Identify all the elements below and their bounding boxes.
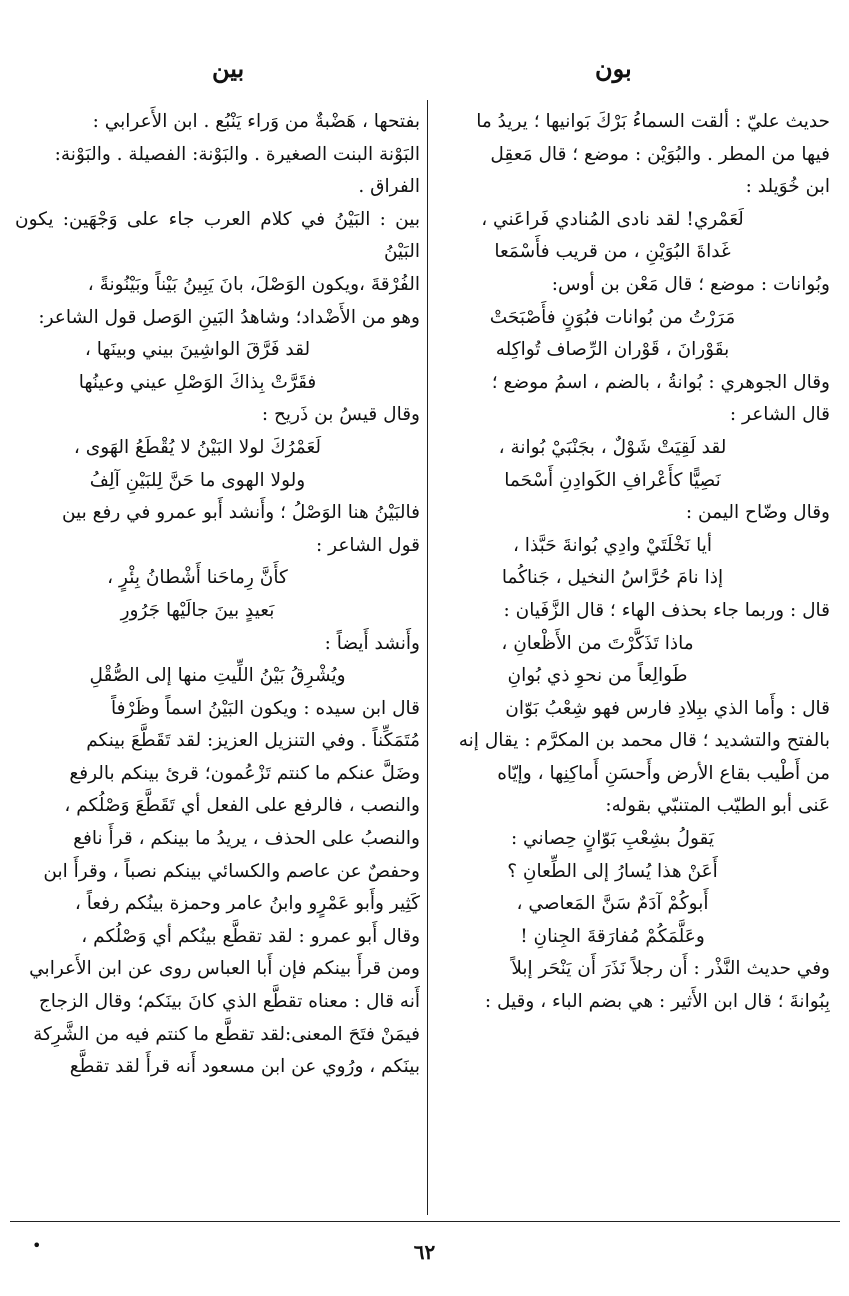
text-line: وهو من الأَضْداد؛ وشاهدُ البَينِ الوَصل قول الشاعر: [38,306,420,328]
text-line: ومن قرأَ بينكم فإن أَبا العباس روى عن ابن الأَعرابي [29,958,420,980]
verse-line: لَعَمْري! لقد نادى المُنادي فَراعَني ، [481,208,744,230]
text-line: فيمَنْ فتَحَ المعنى:لقد تقطَّع ما كنتم فيه من الشَّرِكة [33,1023,420,1045]
margin-dot: • [32,1236,42,1255]
right-text-column [435,106,830,1216]
text-line: من أَطْيب بقاع الأرض وأَحسَنِ أَماكِنِها ، وإيّاه [497,762,830,784]
text-line: قول الشاعر : [316,534,420,556]
text-line: وقال الجوهري : بُوانةُ ، بالضم ، اسمُ موضع ؛ [491,371,830,393]
text-line: وحفصٌ عن عاصم والكسائي بينكم نصباً ، وقرأَ ابن [43,860,420,882]
footer-rule [10,1221,840,1222]
text-line: كَثِير وأَبو عَمْرٍو وابنُ عامر وحمزة بينُكم رفعاً ، [74,893,420,915]
text-line: قال الشاعر : [729,404,830,426]
left-text-column [15,106,420,1216]
text-line: والنصب ، فالرفع على الفعل أي تَقَطَّعَ وَصْلُكم ، [64,795,420,817]
text-line: ابن خُوَيلد : [745,176,830,198]
text-line: والنصبُ على الحذف ، يريدُ ما بينكم ، قرأَ نافع [73,828,420,850]
verse-line: لقد فَرَّقَ الواشِينَ بيني وبينَها ، [84,339,311,361]
text-line: وقال أَبو عمرو : لقد تقطَّع بينُكم أي وَصْلُكم ، [81,925,420,947]
verse-line: بقَوْرانَ ، قَوْران الرِّصاف تُواكِله [495,339,730,361]
text-line: وبُوانات : موضع ؛ قال مَعْن بن أوس: [551,273,830,295]
text-line: مُتَمَكِّناً . وفي التنزيل العزيز: لقد تَقَطَّعَ بينكم [86,730,420,752]
verse-line: إذا نامَ حُرَّاسُ النخيل ، جَناكُما [501,567,724,589]
verse-line: مَرَرْتُ من بُوانات فبُوَنٍ فأَصْبَحَتْ [489,306,736,328]
page-header [0,48,849,88]
verse-line: غَداةَ البُوَيْنِ ، من قريب فأَسْمَعا [494,241,731,263]
verse-line: ويُشْرِقُ بَيْنُ اللِّيتِ منها إلى الصُّقْلِ [89,665,346,687]
text-line: قال ابن سيده : ويكون البَيْنُ اسماً وظَرْفاً [111,697,420,719]
right-column-headword: بون [595,54,632,83]
text-line: وأَنشد أَيضاً : [324,632,420,654]
text-line: فالبَيْنُ هنا الوَصْلُ ؛ وأَنشد أَبو عمرو في رفع بين [61,502,420,524]
text-line: بفتحها ، هَضْبةٌ من وَراء يَنْبُع . ابن الأَعرابي : [92,111,420,132]
verse-line: وعَلَّمَكُمْ مُفارَقةَ الجِنانِ ! [520,925,705,947]
verse-line: فقَرَّتْ بِذاكَ الوَصْلِ عيني وعينُها [78,371,317,393]
text-line: بالفتح والتشديد ؛ قال محمد بن المكرَّم : يقال إنه [458,730,830,752]
text-line: فيها من المطر . والبُوَيْن : موضع ؛ قال مَعقِل [490,143,830,165]
text-line: الفُرْقةَ ،ويكون الوَصْلَ، بانَ يَبِينُ بَيْناً وبَيْنُونةً ، [87,273,420,295]
text-line: عَنى أبو الطيّب المتنبّي بقوله: [605,795,830,817]
verse-line: أيا نَخْلَتَيْ وادِي بُوانةَ حَبَّذا ، [512,534,713,556]
text-line: حديث عليّ : ألقت السماءُ بَرْكَ بَوانيها ؛ يريدُ ما [476,111,830,132]
text-line: وقال وضّاح اليمن : [685,502,830,524]
left-column-headword: بين [212,54,245,83]
verse-line: لَعَمْرُكَ لولا البَيْنُ لا يُقْطَعُ الهَوى ، [73,436,322,458]
text-line: أَنه قال : معناه تقطَّع الذي كانَ بينَكم؛ وقال الزجاج [38,991,420,1013]
text-line: وفي حديث النَّذْر : أَن رجلاً نَذَرَ أَن يَنْحَر إبلاً [511,958,830,980]
verse-line: طَوالِعاً من نحوِ ذي بُوانِ [507,665,688,687]
verse-line: ماذا تَذَكَّرْتَ من الأَظْعانِ ، [501,632,694,654]
verse-line: نَصِيًّا كأَعْرافِ الكَوادِنِ أَسْحَما [504,469,721,491]
text-line: قال : وربما جاء بحذف الهاء ؛ قال الزَّفَيان : [503,599,830,621]
text-line: وضَلَّ عنكم ما كنتم تَزْعُمون؛ قرئ بينكم بالرفع [69,762,420,784]
text-line: وقال قيسُ بن ذَريح : [261,404,420,426]
verse-line: أَعَنْ هذا يُسارُ إلى الطِّعانِ ؟ [507,860,718,882]
verse-line: بَعيدٍ بينَ جالَيْها جَرُورِ [120,599,275,621]
text-line: قال : وأَما الذي ببِلادِ فارس فهو شِعْبُ بَوّان [505,697,830,719]
verse-line: ولولا الهوى ما حَنَّ لِلبَيْنِ آلِفُ [89,469,306,491]
entry-start-line: بين : البَيْنُ في كلام العرب جاء على وَجْهَين: يكون البَيْنُ [15,208,420,263]
text-line: البَوْنة البنت الصغيرة . والبَوْنة: الفصيلة . والبَوْنة: [54,143,420,165]
verse-line: يَقولُ بشِعْبِ بَوّانٍ حِصاني : [510,828,715,850]
text-line: بِبُوانةَ ؛ قال ابن الأَثير : هي بضم الباء ، وقيل : [484,991,830,1013]
text-line: الفراق . [358,176,420,198]
verse-line: لقد لَقِيَتْ شَوْلٌ ، بجَنْبَيْ بُوانة ، [498,436,727,458]
verse-line: كأَنَّ رِماحَنا أَشْطانُ بِئْرٍ ، [107,567,288,589]
column-divider [427,100,428,1215]
page-number: ٦٢ [413,1240,436,1264]
text-line: بينَكم ، ورُوي عن ابن مسعود أَنه قرأَ لقد تقطَّع [69,1056,420,1078]
verse-line: أَبوكُمْ آدَمٌ سَنَّ المَعاصي ، [516,893,709,915]
